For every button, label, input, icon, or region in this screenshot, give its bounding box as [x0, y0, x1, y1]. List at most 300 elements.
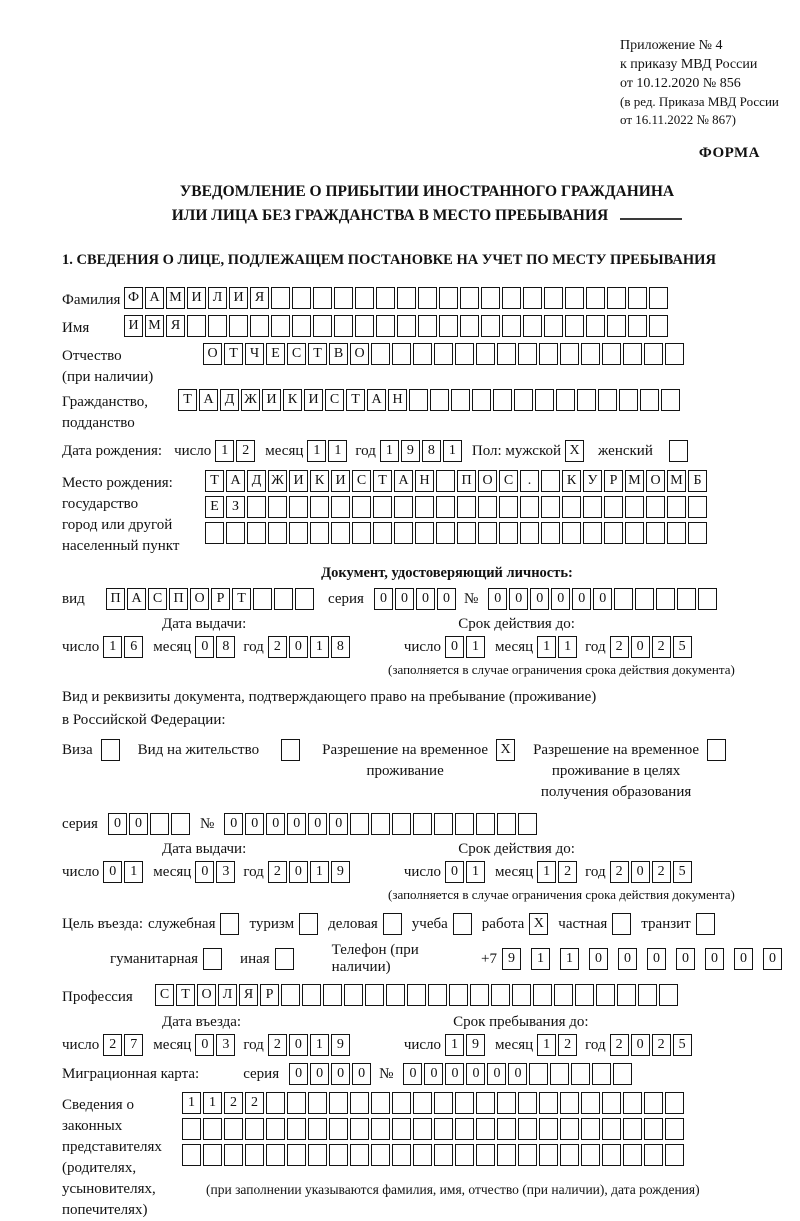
expiry-year-boxes — [610, 636, 694, 658]
char-box — [415, 522, 434, 544]
char-box — [518, 1092, 537, 1114]
char-box: 0 — [289, 861, 308, 883]
char-box: Ж — [268, 470, 287, 492]
char-box: 2 — [610, 1034, 629, 1056]
char-box: 2 — [245, 1092, 264, 1114]
entry-dates — [62, 1034, 792, 1056]
purpose-label: Цель въезда: — [62, 915, 143, 932]
char-box — [302, 984, 321, 1006]
char-box — [292, 315, 311, 337]
char-box — [187, 315, 206, 337]
char-box: 2 — [652, 1034, 671, 1056]
char-box: О — [190, 588, 209, 610]
entry-day-boxes — [103, 1034, 145, 1056]
char-box — [688, 496, 707, 518]
char-box — [224, 1118, 243, 1140]
char-box — [373, 496, 392, 518]
purpose-transit-label: транзит — [641, 915, 691, 932]
char-box: 0 — [289, 636, 308, 658]
char-box — [229, 315, 248, 337]
char-box — [331, 522, 350, 544]
char-box — [329, 1092, 348, 1114]
char-box: 0 — [445, 1063, 464, 1085]
char-box: 1 — [445, 1034, 464, 1056]
form-title-line1: УВЕДОМЛЕНИЕ О ПРИБЫТИИ ИНОСТРАННОГО ГРАЖДАНИНА — [179, 183, 675, 200]
profession-boxes — [155, 984, 680, 1006]
char-box — [497, 1118, 516, 1140]
residence-expiry-year-boxes — [610, 861, 694, 883]
char-box: 0 — [395, 588, 414, 610]
char-box: У — [583, 470, 602, 492]
char-box — [502, 287, 521, 309]
purpose-official-label: служебная — [147, 915, 216, 932]
char-box — [554, 984, 573, 1006]
char-box: 0 — [424, 1063, 443, 1085]
char-box — [226, 522, 245, 544]
char-box: Е — [205, 496, 224, 518]
appendix-line: от 16.11.2022 № 867) — [620, 112, 737, 127]
char-box: 9 — [331, 1034, 350, 1056]
char-box — [635, 588, 654, 610]
char-box — [413, 1092, 432, 1114]
char-box — [289, 522, 308, 544]
char-box — [604, 496, 623, 518]
month-label: месяц — [153, 638, 192, 655]
surname-label: Фамилия — [62, 292, 121, 308]
char-box: 1 — [215, 440, 234, 462]
char-box: И — [331, 470, 350, 492]
restriction-note: (заполняется в случае ограничения срока действия документа) — [388, 887, 735, 902]
char-box — [677, 588, 696, 610]
char-box — [439, 287, 458, 309]
char-box: А — [145, 287, 164, 309]
char-box — [376, 315, 395, 337]
purpose-other-checkbox — [275, 948, 304, 970]
char-box: 7 — [124, 1034, 143, 1056]
char-box: И — [124, 315, 143, 337]
char-box — [409, 389, 428, 411]
char-box: 0 — [289, 1063, 308, 1085]
char-box — [602, 1092, 621, 1114]
day-label: число — [403, 638, 442, 655]
char-box — [355, 315, 374, 337]
char-box: 1 — [560, 948, 579, 970]
char-box — [539, 1118, 558, 1140]
valid-until-label: Срок действия до: — [458, 616, 575, 632]
doc-number-boxes — [488, 588, 719, 610]
char-box — [266, 1092, 285, 1114]
purpose-transit-checkbox — [696, 913, 725, 935]
char-box — [171, 813, 190, 835]
char-box — [602, 343, 621, 365]
char-box: 0 — [618, 948, 637, 970]
appendix-reference — [620, 36, 792, 129]
representatives-row1 — [182, 1092, 700, 1114]
char-box — [625, 522, 644, 544]
char-box — [523, 287, 542, 309]
char-box — [667, 522, 686, 544]
month-label: месяц — [495, 638, 534, 655]
char-box: Р — [604, 470, 623, 492]
char-box — [334, 315, 353, 337]
char-box — [352, 522, 371, 544]
residence-permit-label: Вид на жительство — [137, 742, 260, 758]
birth-year-boxes — [380, 440, 464, 462]
char-box — [394, 522, 413, 544]
valid-until-label: Срок действия до: — [458, 841, 575, 857]
char-box — [481, 315, 500, 337]
char-box: О — [478, 470, 497, 492]
birth-month-boxes — [307, 440, 349, 462]
char-box — [253, 588, 272, 610]
char-box — [418, 315, 437, 337]
month-label: месяц — [265, 442, 304, 459]
char-box — [539, 1092, 558, 1114]
char-box — [434, 1092, 453, 1114]
char-box — [266, 1118, 285, 1140]
char-box: А — [199, 389, 218, 411]
char-box: 2 — [268, 1034, 287, 1056]
char-box — [413, 343, 432, 365]
option-residence-permit — [138, 738, 302, 761]
char-box — [607, 287, 626, 309]
char-box — [436, 522, 455, 544]
char-box: . — [520, 470, 539, 492]
char-box: 0 — [437, 588, 456, 610]
char-box — [453, 913, 472, 935]
char-box: 0 — [589, 948, 608, 970]
char-box — [460, 315, 479, 337]
citizenship-boxes — [178, 389, 682, 411]
char-box — [529, 1063, 548, 1085]
char-box — [625, 496, 644, 518]
temp-residence-checkbox — [488, 738, 517, 761]
char-box — [623, 1118, 642, 1140]
purpose-private-label: частная — [558, 915, 608, 932]
identity-doc-date-headings — [62, 616, 792, 633]
char-box — [638, 984, 657, 1006]
char-box: 1 — [466, 636, 485, 658]
residence-expiry-month-boxes — [537, 861, 579, 883]
char-box — [646, 522, 665, 544]
char-box — [619, 389, 638, 411]
char-box — [310, 522, 329, 544]
char-box: О — [350, 343, 369, 365]
char-box — [602, 1118, 621, 1140]
phone-label: Телефон (при наличии) — [331, 942, 419, 975]
char-box: К — [310, 470, 329, 492]
birth-place-boxes — [205, 470, 709, 548]
char-box: 9 — [502, 948, 521, 970]
char-box — [275, 948, 294, 970]
char-box — [434, 343, 453, 365]
char-box: Т — [178, 389, 197, 411]
char-box — [518, 1118, 537, 1140]
char-box — [292, 287, 311, 309]
char-box: Д — [247, 470, 266, 492]
char-box: 0 — [329, 813, 348, 835]
char-box — [392, 1092, 411, 1114]
char-box: 0 — [530, 588, 549, 610]
char-box: А — [367, 389, 386, 411]
field-representatives — [62, 1092, 792, 1221]
char-box: О — [197, 984, 216, 1006]
char-box — [565, 315, 584, 337]
char-box — [407, 984, 426, 1006]
migration-card-label: Миграционная карта: — [62, 1065, 200, 1082]
char-box: X — [496, 739, 515, 761]
char-box — [598, 389, 617, 411]
char-box: 0 — [509, 588, 528, 610]
field-migration-card — [62, 1063, 792, 1085]
char-box — [281, 984, 300, 1006]
char-box — [476, 343, 495, 365]
char-box — [271, 287, 290, 309]
char-box — [562, 522, 581, 544]
char-box: 0 — [289, 1034, 308, 1056]
char-box — [607, 315, 626, 337]
month-label: месяц — [153, 863, 192, 880]
series-label: серия — [243, 1065, 280, 1082]
char-box — [659, 984, 678, 1006]
appendix-line: от 10.12.2020 № 856 — [620, 76, 741, 91]
char-box — [497, 813, 516, 835]
char-box: И — [262, 389, 281, 411]
char-box — [613, 1063, 632, 1085]
field-identity-doc — [62, 588, 792, 610]
char-box — [455, 343, 474, 365]
char-box — [646, 496, 665, 518]
char-box — [247, 522, 266, 544]
char-box: 0 — [403, 1063, 422, 1085]
char-box — [497, 1092, 516, 1114]
purpose-business-checkbox — [383, 913, 412, 935]
phone-prefix: +7 — [481, 950, 497, 967]
citizenship-label: Гражданство, подданство — [62, 394, 149, 431]
char-box — [514, 389, 533, 411]
char-box — [665, 343, 684, 365]
char-box — [455, 813, 474, 835]
char-box — [502, 315, 521, 337]
char-box — [535, 389, 554, 411]
char-box: И — [304, 389, 323, 411]
char-box: 1 — [328, 440, 347, 462]
char-box — [434, 813, 453, 835]
char-box: 0 — [508, 1063, 527, 1085]
char-box: X — [565, 440, 584, 462]
birth-place-row3 — [205, 522, 709, 544]
char-box — [665, 1118, 684, 1140]
char-box — [394, 496, 413, 518]
char-box: 0 — [466, 1063, 485, 1085]
char-box: 0 — [195, 861, 214, 883]
char-box: П — [169, 588, 188, 610]
char-box: Н — [415, 470, 434, 492]
year-label: год — [243, 863, 264, 880]
char-box: Ч — [245, 343, 264, 365]
residence-issue-year-boxes — [268, 861, 352, 883]
char-box — [392, 1118, 411, 1140]
residence-expiry-day-boxes — [445, 861, 487, 883]
char-box — [583, 522, 602, 544]
surname-boxes — [124, 287, 670, 309]
char-box: X — [529, 913, 548, 935]
day-label: число — [62, 1036, 100, 1053]
char-box: 0 — [647, 948, 666, 970]
char-box: Т — [176, 984, 195, 1006]
expiry-month-boxes — [537, 636, 579, 658]
given-name-boxes — [124, 315, 670, 337]
char-box: 0 — [572, 588, 591, 610]
char-box — [308, 1118, 327, 1140]
char-box: Т — [205, 470, 224, 492]
month-label: месяц — [495, 863, 534, 880]
char-box — [541, 522, 560, 544]
residence-doc-series-number — [62, 813, 792, 835]
field-patronymic — [62, 343, 792, 388]
char-box — [413, 813, 432, 835]
char-box — [562, 496, 581, 518]
purpose-tourism-checkbox — [299, 913, 328, 935]
entry-month-boxes — [195, 1034, 237, 1056]
char-box — [331, 496, 350, 518]
char-box — [617, 984, 636, 1006]
char-box — [415, 496, 434, 518]
char-box — [150, 813, 169, 835]
char-box — [586, 287, 605, 309]
char-box: П — [106, 588, 125, 610]
expiry-day-boxes — [445, 636, 487, 658]
month-label: месяц — [153, 1036, 192, 1053]
char-box: 0 — [631, 636, 650, 658]
representatives-note: (при заполнении указываются фамилия, имя, отчество (при наличии), дата рождения) — [206, 1182, 700, 1197]
char-box — [667, 496, 686, 518]
char-box — [295, 588, 314, 610]
char-box: 1 — [203, 1092, 222, 1114]
blank-line — [620, 218, 682, 220]
char-box: 0 — [445, 861, 464, 883]
char-box — [310, 496, 329, 518]
char-box: О — [646, 470, 665, 492]
char-box — [698, 588, 717, 610]
char-box: 5 — [673, 861, 692, 883]
char-box: 0 — [352, 1063, 371, 1085]
char-box — [287, 1118, 306, 1140]
char-box: 0 — [593, 588, 612, 610]
char-box — [575, 984, 594, 1006]
appendix-line: (в ред. Приказа МВД России — [620, 94, 779, 109]
stay-year-boxes — [610, 1034, 694, 1056]
char-box: 0 — [734, 948, 753, 970]
char-box: 0 — [108, 813, 127, 835]
birth-date-label: Дата рождения: — [62, 442, 163, 459]
char-box: 0 — [331, 1063, 350, 1085]
char-box — [644, 1118, 663, 1140]
purpose-tourism-label: туризм — [249, 915, 295, 932]
char-box — [281, 739, 300, 761]
char-box: А — [394, 470, 413, 492]
char-box: 0 — [631, 1034, 650, 1056]
char-box: М — [625, 470, 644, 492]
char-box: 2 — [224, 1092, 243, 1114]
char-box — [329, 1118, 348, 1140]
temp-residence-label: Разрешение на временное проживание — [322, 742, 489, 779]
field-entry-purpose-line2 — [110, 942, 792, 976]
char-box — [334, 287, 353, 309]
char-box — [460, 287, 479, 309]
char-box — [418, 287, 437, 309]
day-label: число — [174, 442, 212, 459]
char-box — [355, 287, 374, 309]
char-box — [352, 496, 371, 518]
char-box: 9 — [331, 861, 350, 883]
char-box — [245, 1118, 264, 1140]
char-box — [581, 1118, 600, 1140]
char-box — [649, 315, 668, 337]
char-box: 3 — [216, 861, 235, 883]
char-box: 0 — [705, 948, 724, 970]
issue-date-label: Дата выдачи: — [162, 616, 247, 632]
char-box — [518, 813, 537, 835]
char-box: Н — [388, 389, 407, 411]
month-label: месяц — [495, 1036, 534, 1053]
char-box — [533, 984, 552, 1006]
field-profession — [62, 984, 792, 1008]
representatives-label: Сведения о законных представителях (родителях, усыновителях, попечителях) — [62, 1097, 162, 1218]
char-box — [455, 1118, 474, 1140]
char-box — [271, 315, 290, 337]
char-box — [376, 287, 395, 309]
char-box — [373, 522, 392, 544]
char-box: С — [155, 984, 174, 1006]
day-label: число — [62, 863, 100, 880]
char-box — [350, 1092, 369, 1114]
char-box: А — [226, 470, 245, 492]
purpose-humanitarian-checkbox — [203, 948, 232, 970]
char-box: 9 — [401, 440, 420, 462]
char-box — [274, 588, 293, 610]
char-box: 1 — [380, 440, 399, 462]
char-box: 3 — [216, 1034, 235, 1056]
residence-issue-day-boxes — [103, 861, 145, 883]
char-box: 1 — [307, 440, 326, 462]
given-name-label: Имя — [62, 320, 90, 336]
birth-place-label: Место рождения: государство город или другой населенный пункт — [62, 475, 180, 554]
char-box — [499, 496, 518, 518]
char-box — [344, 984, 363, 1006]
char-box: Б — [688, 470, 707, 492]
option-visa — [62, 738, 122, 761]
char-box: О — [203, 343, 222, 365]
stay-until-label: Срок пребывания до: — [453, 1014, 589, 1030]
char-box: Т — [346, 389, 365, 411]
char-box: Ф — [124, 287, 143, 309]
char-box — [581, 1092, 600, 1114]
char-box: Е — [266, 343, 285, 365]
char-box — [449, 984, 468, 1006]
char-box — [287, 1092, 306, 1114]
char-box — [499, 522, 518, 544]
char-box — [640, 389, 659, 411]
entry-year-boxes — [268, 1034, 352, 1056]
char-box — [205, 522, 224, 544]
char-box — [550, 1063, 569, 1085]
residence-doc-dates — [62, 861, 792, 883]
field-birth-date — [62, 440, 792, 462]
char-box — [323, 984, 342, 1006]
char-box: С — [499, 470, 518, 492]
char-box: 2 — [268, 861, 287, 883]
